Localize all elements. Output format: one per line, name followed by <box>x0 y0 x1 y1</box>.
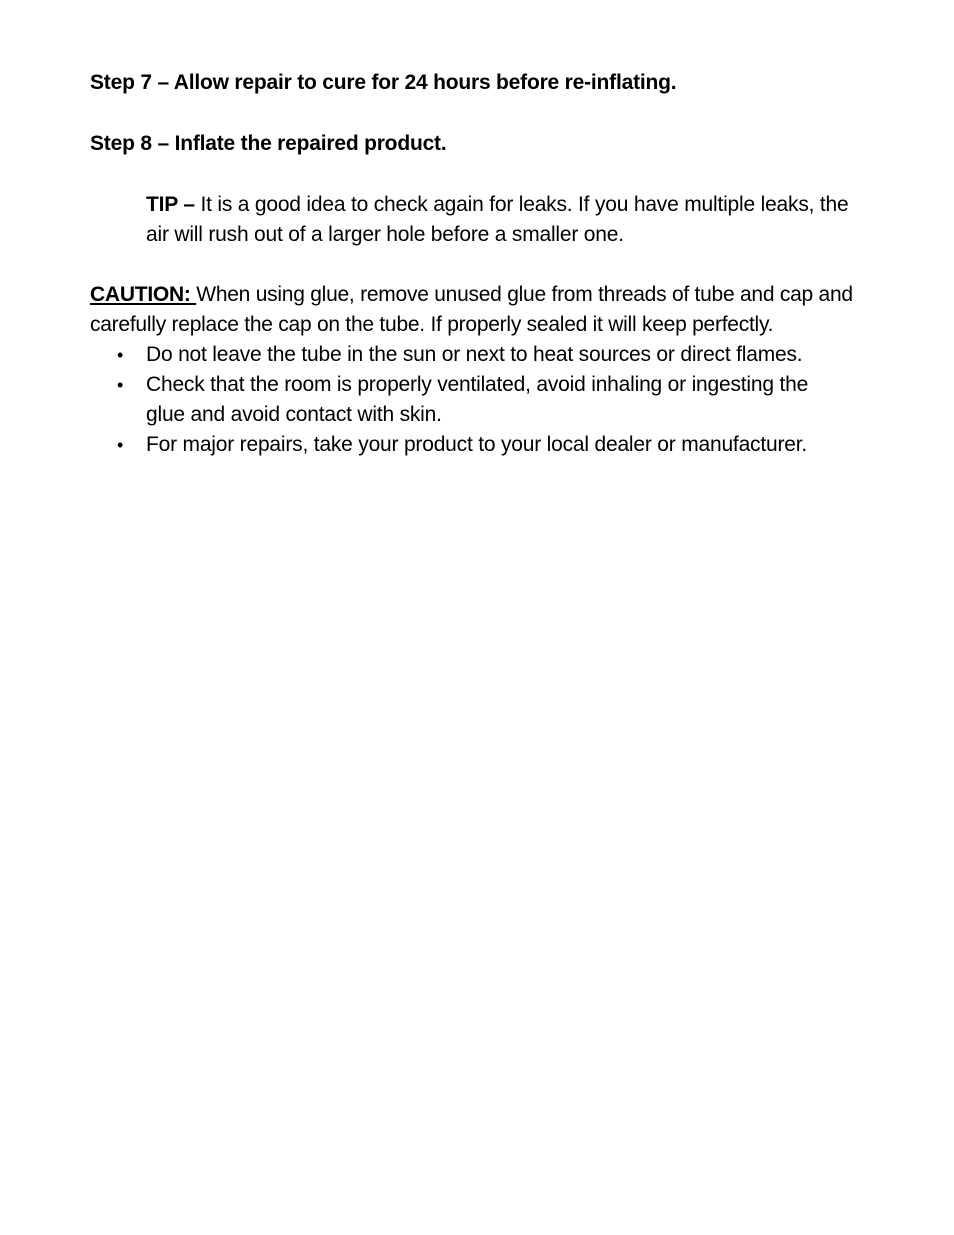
caution-text: When using glue, remove unused glue from threads of tube and cap and carefully replace the cap on the tube. If properly sealed it will keep perfectly. <box>90 283 853 336</box>
list-item <box>90 430 826 460</box>
caution-paragraph <box>90 280 880 340</box>
bullet-icon: • <box>117 375 124 395</box>
list-item <box>90 340 826 370</box>
bullet-text: Check that the room is properly ventilated, avoid inhaling or ingesting the glue and avoid contact with skin. <box>146 373 809 426</box>
bullet-text: For major repairs, take your product to your local dealer or manufacturer. <box>146 433 808 456</box>
tip-label: TIP – <box>146 193 195 216</box>
tip-text: It is a good idea to check again for leaks. If you have multiple leaks, the air will rush out of a larger hole before a smaller one. <box>146 193 849 246</box>
bullet-icon: • <box>117 435 124 455</box>
bullet-icon: • <box>117 345 124 365</box>
document-page <box>90 68 880 460</box>
step-7-heading: Step 7 – Allow repair to cure for 24 hours before re-inflating. <box>90 71 677 94</box>
caution-bullet-list <box>90 340 880 460</box>
bullet-text: Do not leave the tube in the sun or next to heat sources or direct flames. <box>146 343 803 366</box>
list-item <box>90 370 826 430</box>
step-8-heading: Step 8 – Inflate the repaired product. <box>90 132 447 155</box>
tip-paragraph <box>146 190 876 250</box>
caution-label: CAUTION: <box>90 283 197 306</box>
